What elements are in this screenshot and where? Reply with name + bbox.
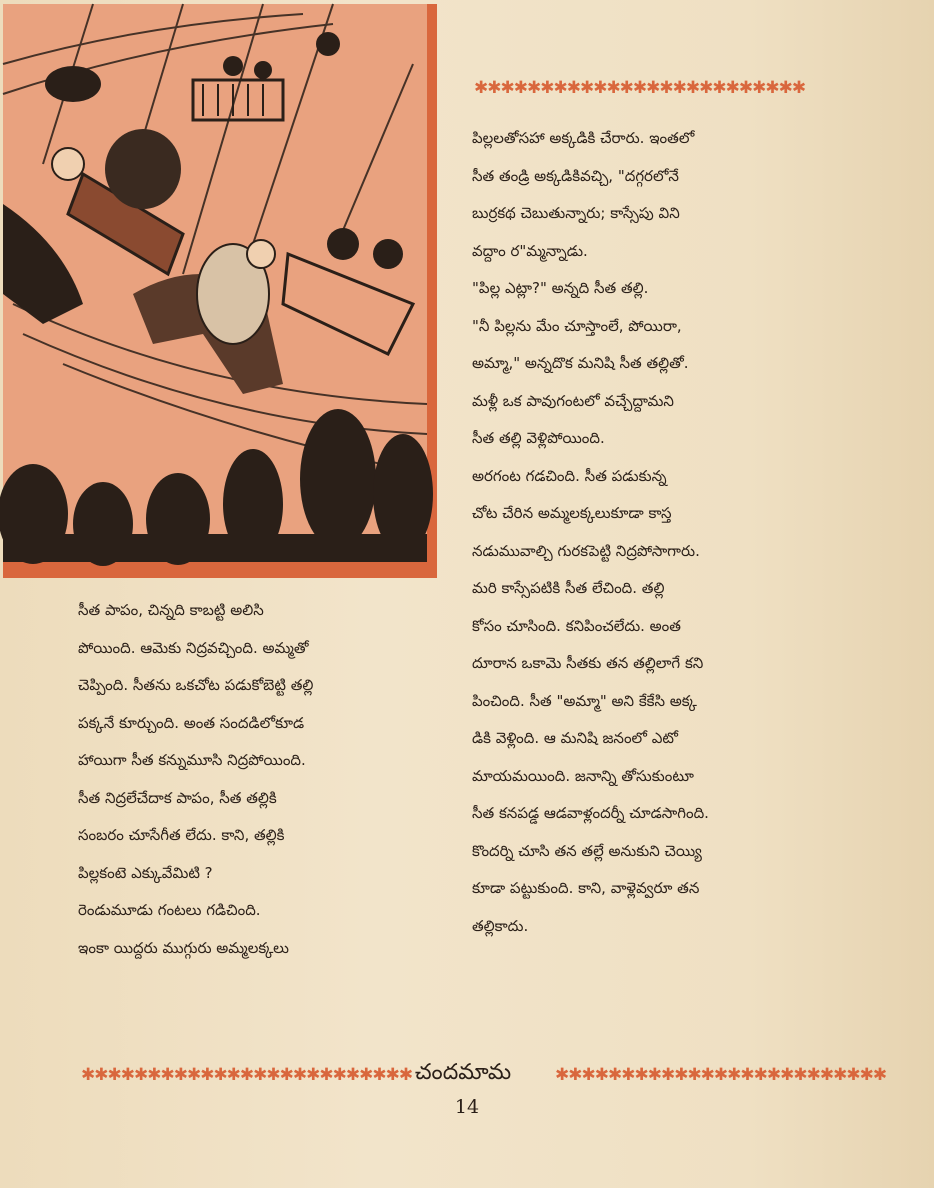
text-column-left <box>78 592 458 967</box>
magazine-title: చందమామ <box>414 1060 512 1085</box>
paragraph: "పిల్ల ఎట్లా?" అన్నది సీత తల్లి. <box>472 279 649 297</box>
paragraph: మళ్లీ ఒక పావుగంటలో వచ్చేద్దామని సీత తల్లి వెళ్లిపోయింది. <box>472 391 674 447</box>
paragraph: రెండుమూడు గంటలు గడిచింది. ఇంకా యిద్దరు ముగ్గురు అమ్మలక్కలు <box>78 901 290 957</box>
paragraph: అరగంట గడచింది. సీత పడుకున్న చోట చేరిన అమ్మలక్కలుకూడా కాస్త నడుమువాల్చి గురకపెట్టి నిద్రపోసాగారు. <box>472 466 700 560</box>
paragraph: మరి కాస్సేపటికి సీత లేచింది. తల్లి కోసం చూసింది. కనిపించలేదు. అంత దూరాన ఒకామె సీతకు తన తల్లిలాగే కని పించింది. సీత "అమ్మా" అని కేకేసి అక్క డికి వెళ్లింది. ఆ మనిషి జనంలో ఎటో మాయమయింది. జనాన్ని తోసుకుంటూ సీత కనపడ్డ ఆడవాళ్లందర్నీ చూడసాగింది. కొందర్ని చూసి తన తల్లే అనుకుని చెయ్యి కూడా పట్టుకుంది. కాని, వాళ్లెవ్వరూ తన తల్లికాదు. <box>472 579 709 935</box>
paragraph: "నీ పిల్లను మేం చూస్తాంలే, పోయిరా, అమ్మా," అన్నదొక మనిషి సీత తల్లితో. <box>472 316 689 372</box>
ornamental-border-top: ✱✱✱✱✱✱✱✱✱✱✱✱✱✱✱✱✱✱✱✱✱✱✱✱✱ <box>474 78 806 98</box>
text-column-right <box>472 120 844 945</box>
page-number: 14 <box>454 1096 480 1118</box>
story-illustration <box>3 4 437 578</box>
paragraph: పిల్లలతోసహా అక్కడికి చేరారు. ఇంతలో సీత తండ్రి అక్కడికివచ్చి, "దగ్గరలోనే బుర్రకథ చెబుతున్నారు; కాస్సేపు విని వద్దాం ర"మ్మన్నాడు. <box>472 129 695 260</box>
ornamental-border-bottom-left: ✱✱✱✱✱✱✱✱✱✱✱✱✱✱✱✱✱✱✱✱✱✱✱✱✱ <box>81 1065 413 1085</box>
carnival-swing-ride-illustration-icon <box>3 4 437 578</box>
ornamental-border-bottom-right: ✱✱✱✱✱✱✱✱✱✱✱✱✱✱✱✱✱✱✱✱✱✱✱✱✱ <box>555 1065 887 1085</box>
paragraph: సీత పాపం, చిన్నది కాబట్టి అలిసి పోయింది. ఆమెకు నిద్రవచ్చింది. అమ్మతో చెప్పింది. సీతను ఒకచోట పడుకోబెట్టి తల్లి పక్కనే కూర్చుంది. అంత సందడిలోకూడ హాయిగా సీత కన్నుమూసి నిద్రపోయింది. సీత నిద్రలేచేదాక పాపం, సీత తల్లికి సంబరం చూసేగీత లేదు. కాని, తల్లికి పిల్లకంటె ఎక్కువేమిటి ? <box>78 601 314 882</box>
